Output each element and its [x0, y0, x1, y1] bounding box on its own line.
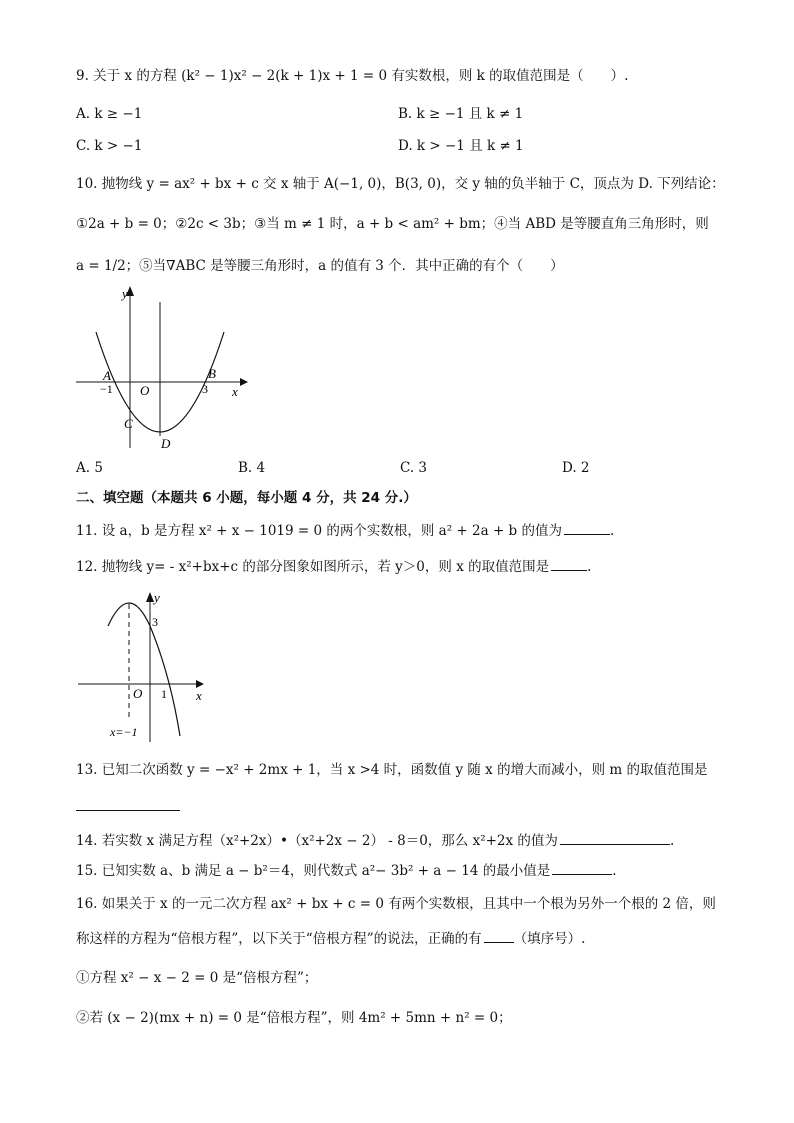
q14	[76, 830, 674, 851]
q10-y-label: y	[122, 286, 128, 301]
q16-answer-blank[interactable]	[484, 928, 514, 943]
q10-option-b: B. 4	[238, 460, 266, 476]
q12-y-arrow	[146, 592, 154, 602]
q11-text: 11. 设 a，b 是方程 x² + x − 1019 = 0 的两个实数根，则 a² + 2a + b 的值为	[76, 523, 562, 539]
q9-option-b: B. k ≥ −1 且 k ≠ 1	[398, 106, 524, 122]
q10-label-3: 3	[202, 382, 208, 396]
q10-parabola-graph	[72, 282, 252, 454]
q12-y-label: y	[154, 590, 160, 605]
q12-period: .	[587, 559, 592, 575]
q10-label-minus1: −1	[100, 382, 113, 396]
q10-label-o: O	[140, 383, 150, 398]
q14-period: .	[669, 833, 675, 849]
q10-x-label: x	[232, 384, 238, 399]
q10-x-arrow	[240, 378, 248, 386]
q12-parabola-curve	[108, 603, 180, 736]
q13-text: 13. 已知二次函数 y = −x² + 2mx + 1，当 x >4 时，函数值 y 随 x 的增大而减小，则 m 的取值范围是	[76, 762, 708, 778]
q10-line2: ①2a + b = 0；②2c < 3b；③当 m ≠ 1 时，a + b < am² + bm；④当 ABD 是等腰直角三角形时，则	[76, 216, 709, 232]
q11	[76, 520, 614, 541]
q12-label-o: O	[133, 686, 143, 701]
q14-answer-blank[interactable]	[560, 830, 670, 845]
section-fill-in-title: 二、填空题（本题共 6 小题，每小题 4 分，共 24 分.）	[76, 490, 417, 506]
q12-label-3: 3	[152, 615, 158, 629]
q12	[76, 556, 591, 577]
q10-line1: 10. 抛物线 y = ax² + bx + c 交 x 轴于 A(−1, 0)，B(3, 0)，交 y 轴的负半轴于 C，顶点为 D. 下列结论：	[76, 176, 725, 192]
q16-item1: ①方程 x² − x − 2 = 0 是“倍根方程”；	[76, 970, 318, 986]
q12-x-label: x	[196, 688, 202, 703]
q11-period: .	[610, 523, 615, 539]
q16-line2-text: 称这样的方程为“倍根方程”，以下关于“倍根方程”的说法，正确的有	[76, 931, 482, 947]
q14-text: 14. 若实数 x 满足方程（x²+2x）•（x²+2x − 2） - 8＝0，那么 x²+2x 的值为	[76, 833, 558, 849]
q12-x-arrow	[196, 680, 204, 688]
q10-line3: a = 1/2；⑤当∇ABC 是等腰三角形时，a 的值有 3 个．其中正确的有个（ ）	[76, 258, 564, 274]
q15-period: .	[612, 863, 617, 879]
q16-line1: 16. 如果关于 x 的一元二次方程 ax² + bx + c = 0 有两个实数根，且其中一个根为另外一个根的 2 倍，则	[76, 896, 716, 912]
q9-option-a: A. k ≥ −1	[76, 106, 143, 122]
q12-text: 12. 抛物线 y= - x²+bx+c 的部分图象如图所示，若 y＞0，则 x 的取值范围是	[76, 559, 550, 575]
q16-line2	[76, 928, 585, 949]
q10-label-a: A	[103, 368, 111, 383]
q15	[76, 860, 617, 881]
q10-option-a: A. 5	[76, 460, 103, 476]
q10-option-c: C. 3	[400, 460, 428, 476]
q16-line2-tail: （填序号）.	[513, 931, 586, 947]
q15-answer-blank[interactable]	[552, 860, 612, 875]
q16-item2: ②若 (x − 2)(mx + n) = 0 是“倍根方程”，则 4m² + 5mn + n² = 0；	[76, 1010, 512, 1026]
q12-answer-blank[interactable]	[551, 556, 587, 571]
q13-answer-blank[interactable]	[76, 796, 180, 811]
q9-option-d: D. k > −1 且 k ≠ 1	[398, 138, 524, 154]
q10-option-d: D. 2	[562, 460, 590, 476]
q9-option-c: C. k > −1	[76, 138, 143, 154]
q12-label-1: 1	[161, 687, 167, 701]
q12-label-axis: x=−1	[110, 725, 138, 739]
q11-answer-blank[interactable]	[564, 520, 610, 535]
q15-text: 15. 已知实数 a、b 满足 a − b²＝4，则代数式 a²− 3b² + a − 14 的最小值是	[76, 863, 551, 879]
q10-label-b: B	[208, 366, 216, 381]
q10-label-c: C	[124, 416, 133, 431]
q10-label-d: D	[161, 436, 171, 451]
q12-parabola-graph	[74, 586, 224, 746]
q9-stem: 9. 关于 x 的方程 (k² − 1)x² − 2(k + 1)x + 1 = 0 有实数根，则 k 的取值范围是（ ）.	[76, 68, 629, 84]
